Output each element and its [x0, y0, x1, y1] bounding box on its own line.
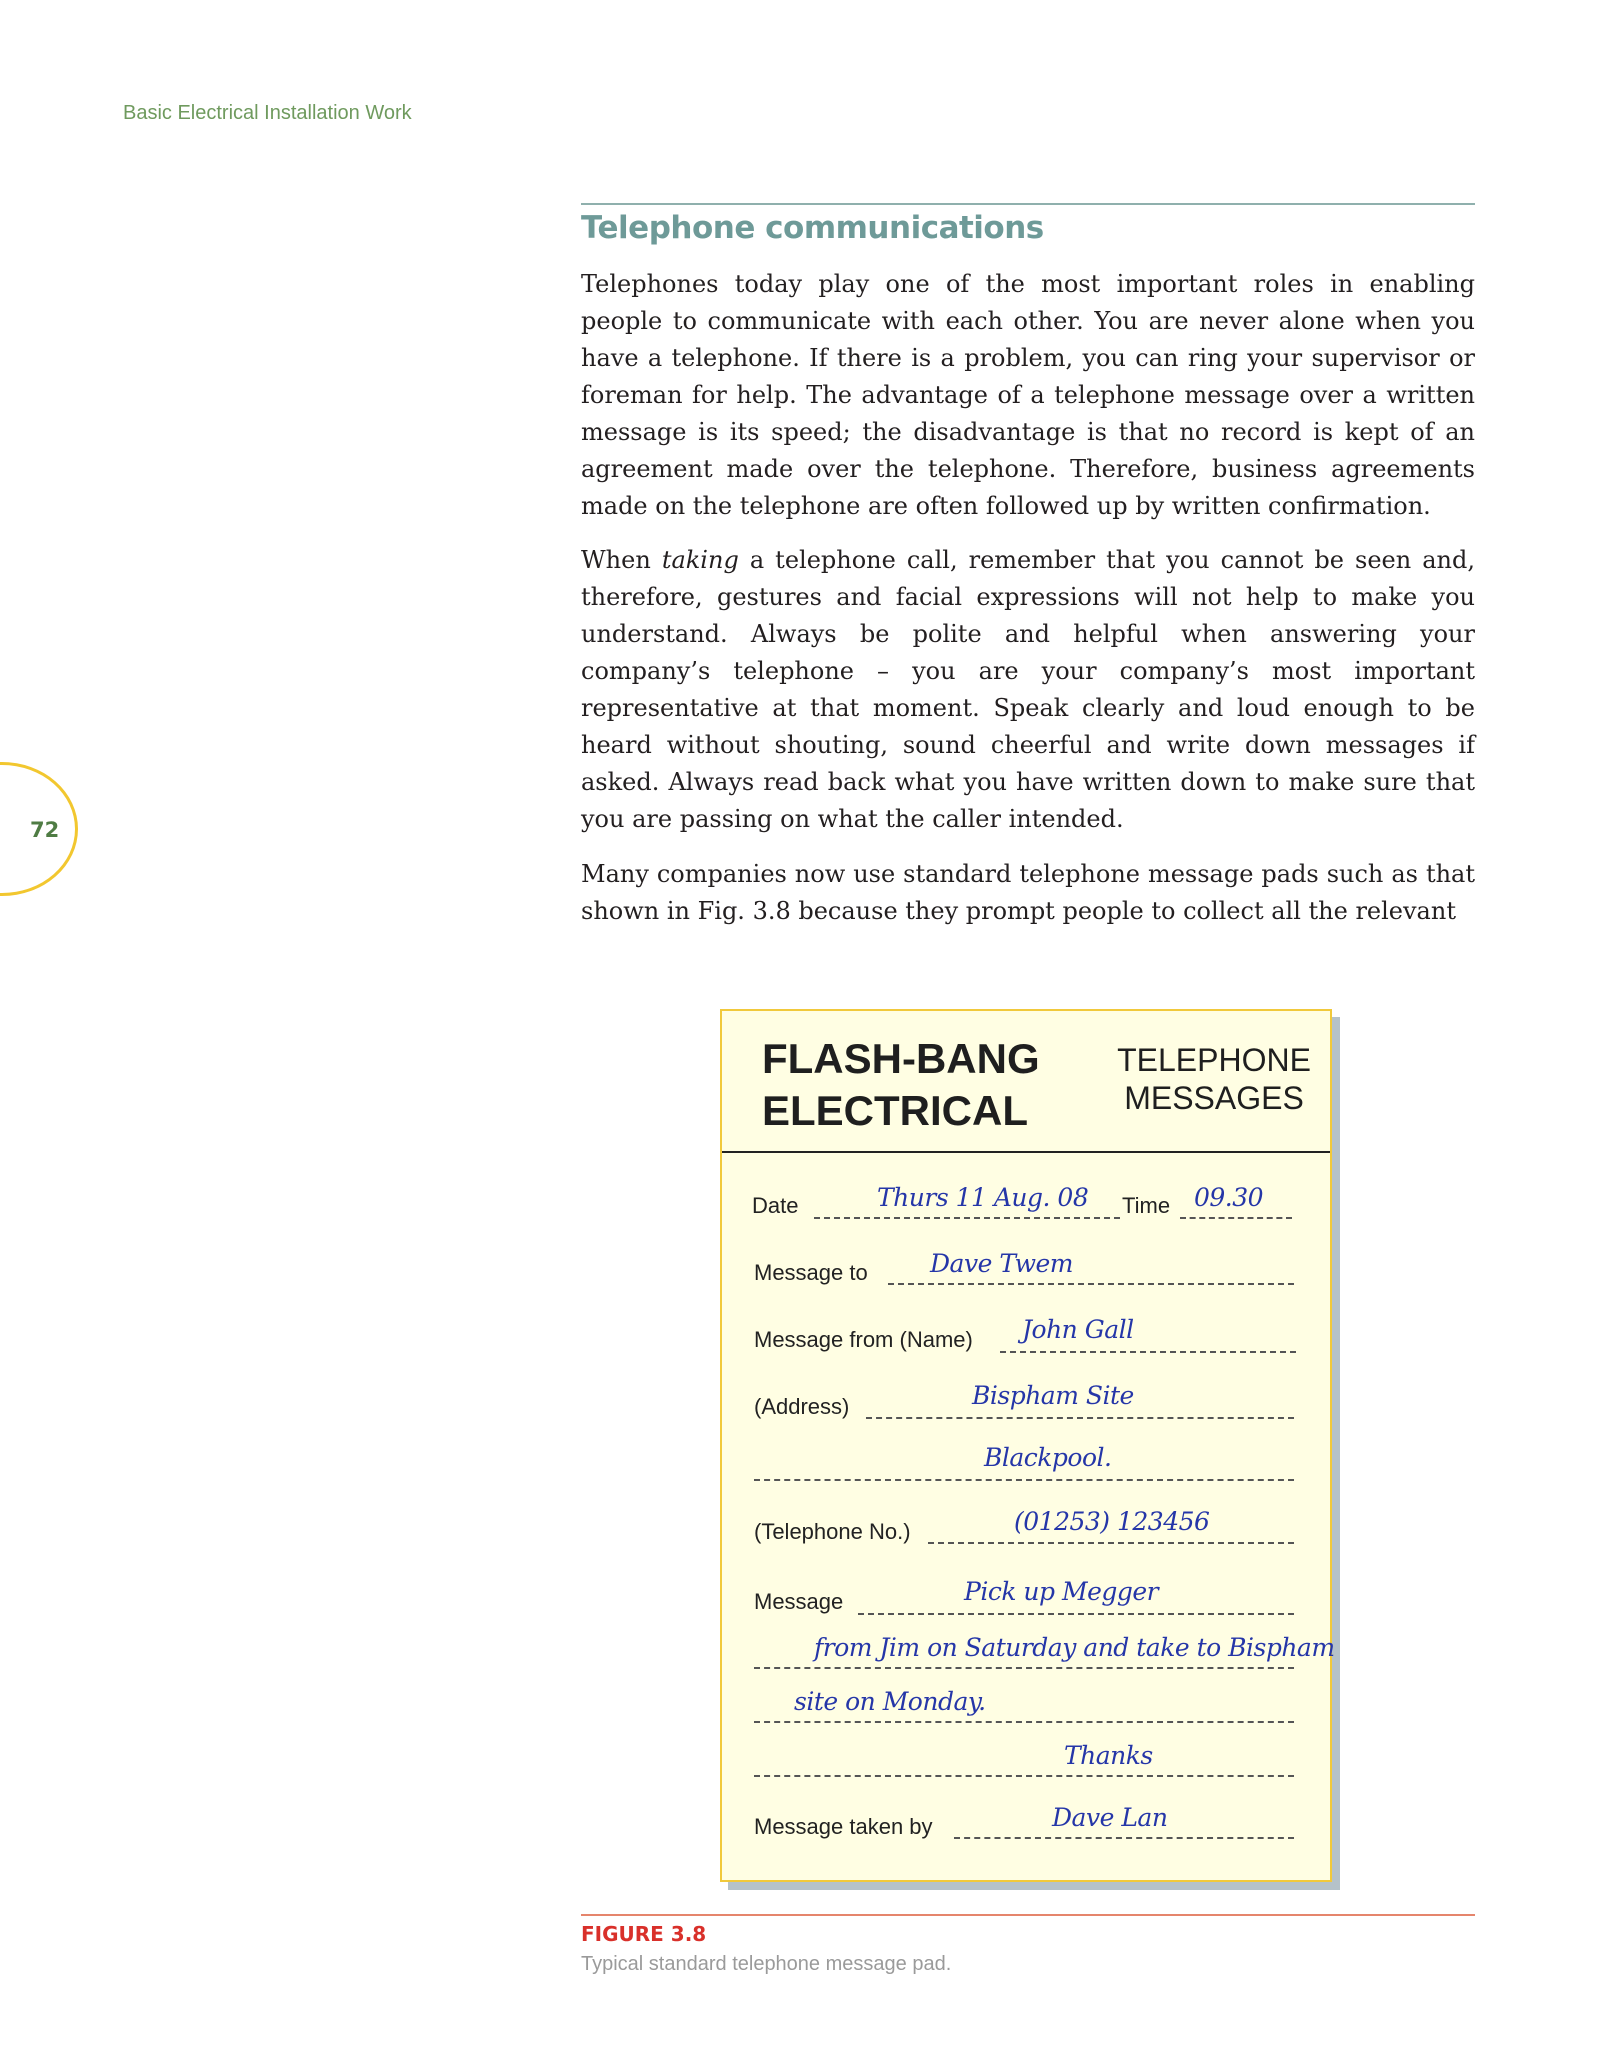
date-label: Date — [752, 1193, 799, 1218]
para2-before: When — [581, 546, 662, 574]
body-paragraph-3: Many companies now use standard telephone message pads such as that shown in Fig. 3.8 because they prompt people to collect all the relevant — [581, 860, 1475, 925]
message-pad — [720, 1009, 1335, 1882]
pad-title-line-1: TELEPHONE — [1117, 1042, 1311, 1078]
pad-divider — [722, 1151, 1330, 1153]
page-number: 72 — [30, 818, 60, 842]
message-line-4 — [754, 1775, 1294, 1777]
date-line — [814, 1217, 1120, 1219]
message-from-entry: John Gall — [1022, 1315, 1134, 1344]
figure-caption: Typical standard telephone message pad. — [581, 1953, 952, 1975]
pad-title — [1114, 1041, 1314, 1117]
taken-by-entry: Dave Lan — [1052, 1803, 1168, 1832]
running-head: Basic Electrical Installation Work — [123, 102, 412, 124]
telephone-label: (Telephone No.) — [754, 1519, 911, 1544]
para2-emphasis: taking — [661, 546, 739, 574]
section-rule — [581, 203, 1475, 205]
figure-rule — [581, 1914, 1475, 1916]
time-line — [1180, 1217, 1292, 1219]
taken-by-line — [954, 1837, 1294, 1839]
address-line-2 — [754, 1479, 1294, 1481]
pad-title-line-2: MESSAGES — [1124, 1080, 1304, 1116]
time-entry: 09.30 — [1194, 1183, 1264, 1212]
para2-after: a telephone call, remember that you cannot be seen and, therefore, gestures and facial expressions will not help to make you understand. Always be polite and helpful when answering your company’s telephone – you are your company’s most important representative at that moment. Speak clearly and loud enough to be heard without shouting, sound cheerful and write down messages if asked. Always read back what you have written down to make sure that you are passing on what the caller intended. — [581, 546, 1475, 833]
address-entry-2: Blackpool. — [984, 1443, 1112, 1472]
message-to-line — [888, 1283, 1294, 1285]
taken-by-label: Message taken by — [754, 1814, 933, 1839]
address-entry-1: Bispham Site — [972, 1381, 1134, 1410]
figure-label: FIGURE 3.8 — [581, 1922, 707, 1946]
time-label: Time — [1122, 1193, 1171, 1218]
body-paragraph-1: Telephones today play one of the most important roles in enabling people to communicate with each other. You are never alone when you have a telephone. If there is a problem, you can ring your supervisor or foreman for help. The advantage of a telephone message over a written message is its speed; the disadvantage is that no record is kept of an agreement made over the telephone. Therefore, business agreements made on the telephone are often followed up by written confirmation. — [581, 270, 1475, 520]
message-label: Message — [754, 1589, 844, 1614]
body-paragraph-2 — [581, 542, 1475, 838]
telephone-line — [928, 1542, 1294, 1544]
message-line-2 — [754, 1667, 1294, 1669]
address-label: (Address) — [754, 1394, 850, 1419]
message-from-label: Message from (Name) — [754, 1327, 973, 1352]
message-entry-1: Pick up Megger — [964, 1577, 1159, 1606]
message-entry-2: from Jim on Saturday and take to Bispham — [814, 1633, 1335, 1662]
message-to-label: Message to — [754, 1260, 868, 1285]
address-line-1 — [866, 1417, 1294, 1419]
pad-company-name — [762, 1033, 1040, 1137]
message-line-1 — [858, 1613, 1294, 1615]
company-line-1: FLASH-BANG — [762, 1035, 1040, 1082]
company-line-2: ELECTRICAL — [762, 1087, 1028, 1134]
message-to-entry: Dave Twem — [930, 1249, 1073, 1278]
message-entry-4: Thanks — [1064, 1741, 1153, 1770]
section-heading: Telephone communications — [581, 210, 1044, 246]
message-line-3 — [754, 1721, 1294, 1723]
telephone-entry: (01253) 123456 — [1014, 1507, 1210, 1536]
date-entry: Thurs 11 Aug. 08 — [877, 1183, 1089, 1212]
message-entry-3: site on Monday. — [794, 1687, 986, 1716]
message-from-line — [1000, 1351, 1296, 1353]
